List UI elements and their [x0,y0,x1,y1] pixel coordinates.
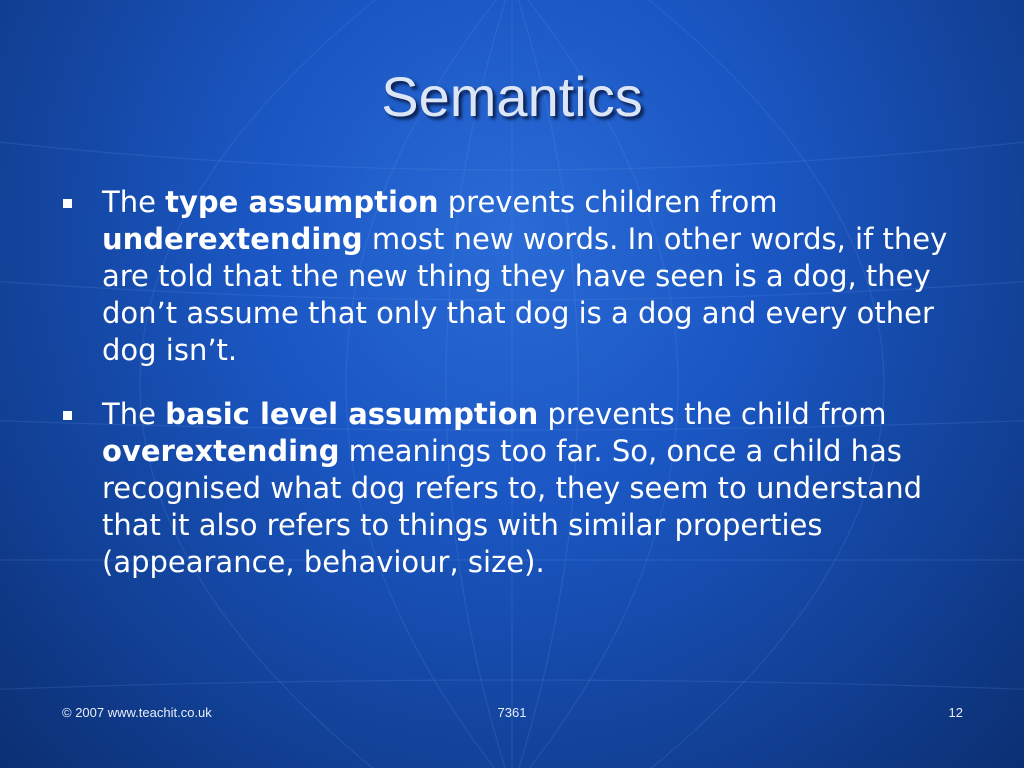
term-underextending: underextending [102,222,363,256]
square-bullet-icon [63,411,72,420]
square-bullet-icon [63,199,72,208]
footer-page-number: 12 [948,705,963,720]
term-overextending: overextending [102,434,340,468]
footer-copyright: © 2007 www.teachit.co.uk [62,705,212,720]
footer-code: 7361 [497,705,527,720]
bullet-item [60,396,960,581]
slide-title: Semantics [381,65,643,128]
bullet-text: The basic level assumption prevents the child from overextending meanings too far. So, once a child has recognised what dog refers to, they seem to understand that it also refers to things with similar properties (appearance, behaviour, size). [102,397,922,579]
term-basic-level-assumption: basic level assumption [165,397,539,431]
bullet-list [60,184,960,608]
term-type-assumption: type assumption [165,185,439,219]
bullet-item [60,184,960,369]
bullet-text: The type assumption prevents children from underextending most new words. In other words, if they are told that the new thing they have seen is a dog, they don’t assume that only that dog is a dog and every other dog isn’t. [102,185,948,367]
